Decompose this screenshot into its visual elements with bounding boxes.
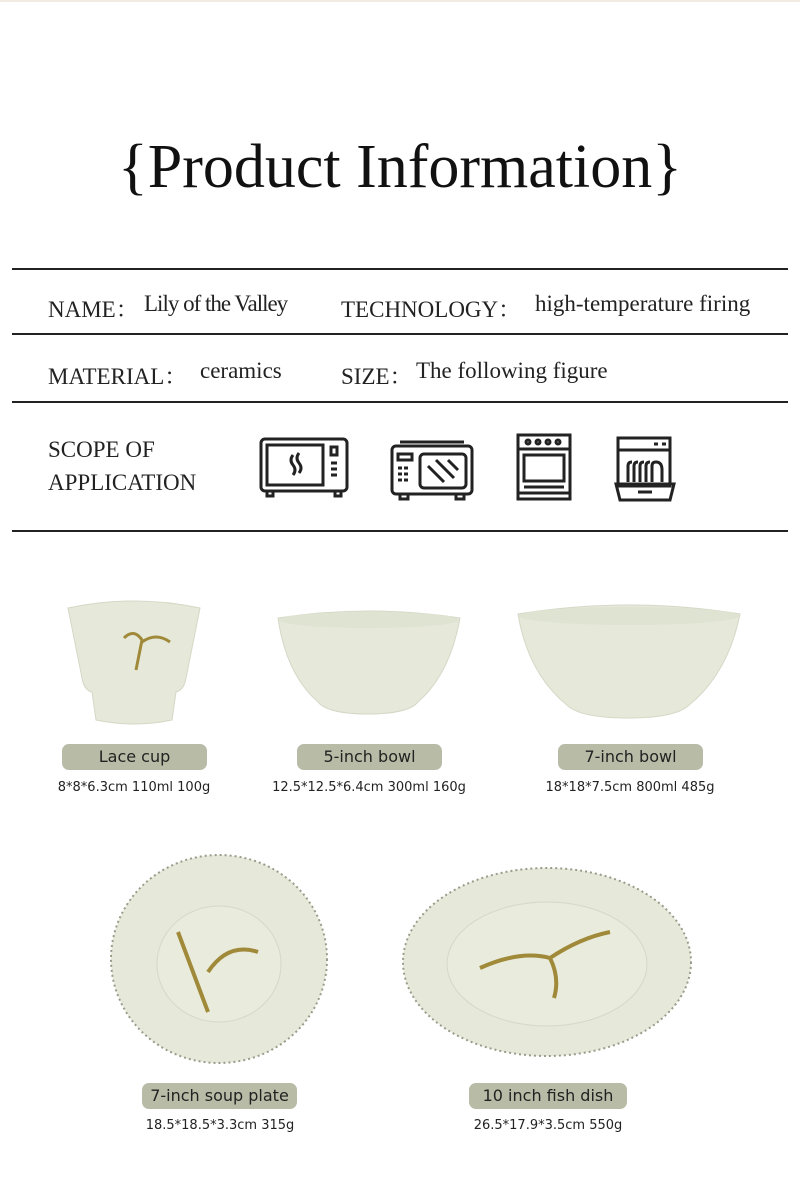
scope-label-line2: APPLICATION	[48, 470, 197, 495]
divider	[12, 333, 788, 335]
stove-oven-icon	[516, 433, 572, 501]
product-label-fish-dish: 10 inch fish dish	[469, 1083, 627, 1109]
scope-label-line1: SCOPE OF	[48, 437, 155, 462]
divider	[12, 530, 788, 532]
7-inch-bowl-image	[516, 604, 742, 722]
product-label-7-inch-bowl: 7-inch bowl	[558, 744, 703, 770]
divider	[12, 268, 788, 270]
size-value: The following figure	[416, 358, 608, 383]
dishwasher-icon	[614, 436, 676, 502]
name-value: Lily of the Valley	[144, 291, 288, 316]
soup-plate-image	[108, 852, 330, 1066]
technology-value: high-temperature firing	[535, 291, 751, 316]
material-value: ceramics	[200, 358, 282, 383]
product-spec: 18.5*18.5*3.3cm 315g	[145, 1118, 295, 1133]
page-title: {Product Information}	[117, 133, 683, 201]
size-label: SIZE：	[341, 364, 413, 389]
technology-label: TECHNOLOGY：	[341, 297, 522, 322]
microwave-icon	[259, 437, 349, 499]
product-label-lace-cup: Lace cup	[62, 744, 207, 770]
product-spec: 8*8*6.3cm 110ml 100g	[57, 780, 211, 795]
product-spec: 18*18*7.5cm 800ml 485g	[545, 780, 715, 795]
5-inch-bowl-image	[276, 610, 462, 720]
divider	[12, 401, 788, 403]
name-label: NAME：	[48, 297, 139, 322]
product-label-5-inch-bowl: 5-inch bowl	[297, 744, 442, 770]
fish-dish-image	[400, 864, 694, 1060]
product-spec: 12.5*12.5*6.4cm 300ml 160g	[272, 780, 466, 795]
top-border	[0, 0, 800, 2]
product-label-soup-plate: 7-inch soup plate	[142, 1083, 297, 1109]
oven-microwave-icon	[390, 440, 474, 502]
product-spec: 26.5*17.9*3.5cm 550g	[473, 1118, 623, 1133]
material-label: MATERIAL：	[48, 364, 188, 389]
lace-cup-image	[64, 598, 204, 726]
